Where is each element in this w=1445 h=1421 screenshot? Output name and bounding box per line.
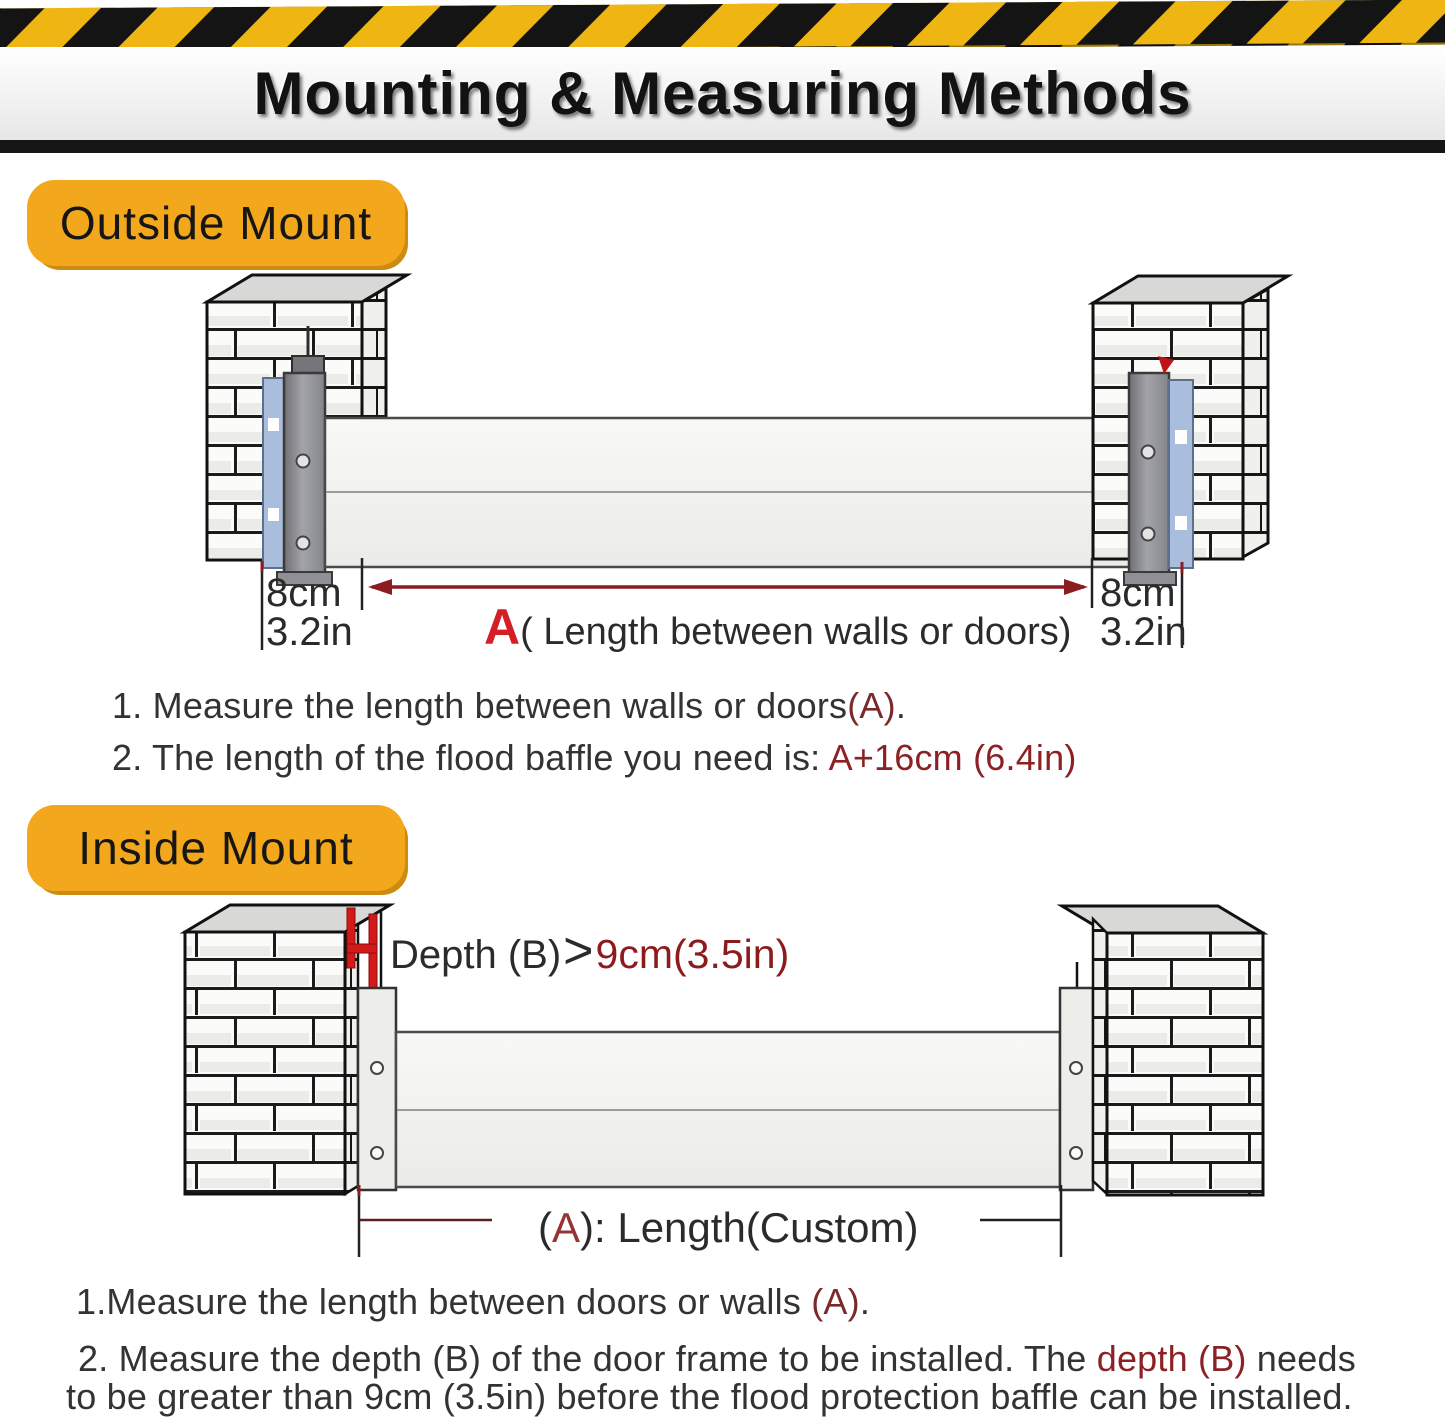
inside-span-letter-a: A <box>552 1204 581 1251</box>
outside-mount-label-text: Outside Mount <box>59 197 373 249</box>
inside-instruction-2-depth-b: depth (B) <box>1096 1338 1247 1379</box>
outside-right-offset-in: 3.2in <box>1100 610 1187 654</box>
inside-depth-note <box>390 923 789 979</box>
outside-instruction-2 <box>112 739 1077 778</box>
outside-instruction-1 <box>112 687 906 726</box>
outside-right-offset-cm: 8cm <box>1100 571 1176 615</box>
header-divider-bar <box>0 140 1445 153</box>
inside-right-channel <box>1060 962 1093 1190</box>
inside-right-pillar <box>1062 906 1263 1195</box>
outside-instruction-2-formula: A+16cm (6.4in) <box>828 737 1077 778</box>
outside-flood-barrier-panel <box>325 418 1130 567</box>
outside-instruction-1-text: 1. Measure the length between walls or doors <box>112 685 848 726</box>
outside-instruction-1-period: . <box>895 685 907 726</box>
inside-span-text: ): Length(Custom) <box>580 1204 919 1251</box>
inside-flood-barrier-panel <box>396 1032 1060 1187</box>
inside-instruction-2-line1 <box>78 1340 1356 1379</box>
outside-instruction-1-a: (A) <box>847 685 896 726</box>
inside-depth-note-value: 9cm(3.5in) <box>595 931 790 977</box>
outside-span-letter-a: A <box>484 599 521 655</box>
inside-instruction-1 <box>76 1283 870 1322</box>
inside-span-label <box>538 1205 918 1250</box>
outside-mount-label <box>27 180 405 266</box>
inside-mount-label-text: Inside Mount <box>78 822 354 874</box>
outside-instruction-2-text: 2. The length of the flood baffle you need is: <box>112 737 829 778</box>
inside-depth-note-gt: > <box>563 922 594 980</box>
inside-instruction-1-period: . <box>859 1281 871 1322</box>
outside-span-label <box>484 600 1071 654</box>
page-title: Mounting & Measuring Methods <box>253 60 1192 127</box>
inside-instruction-2-suffix: needs <box>1246 1338 1356 1379</box>
inside-span-paren-open: ( <box>538 1204 552 1251</box>
inside-depth-note-label: Depth (B) <box>390 933 562 977</box>
inside-left-channel <box>358 988 396 1190</box>
inside-instruction-2-text: 2. Measure the depth (B) of the door frame to be installed. The <box>78 1338 1097 1379</box>
hazard-stripe-banner <box>0 0 1445 53</box>
inside-mount-label <box>27 805 405 891</box>
title-band <box>0 47 1445 140</box>
outside-left-offset-in: 3.2in <box>266 610 353 654</box>
inside-instruction-2-line2: to be greater than 9cm (3.5in) before the flood protection baffle can be installed. <box>66 1376 1353 1417</box>
outside-span-text: ( Length between walls or doors) <box>520 611 1072 653</box>
inside-instruction-1-text: 1.Measure the length between doors or walls <box>76 1281 812 1322</box>
outside-left-offset-cm: 8cm <box>266 571 342 615</box>
outside-right-bracket <box>1124 356 1193 585</box>
inside-instruction-1-a: (A) <box>811 1281 860 1322</box>
